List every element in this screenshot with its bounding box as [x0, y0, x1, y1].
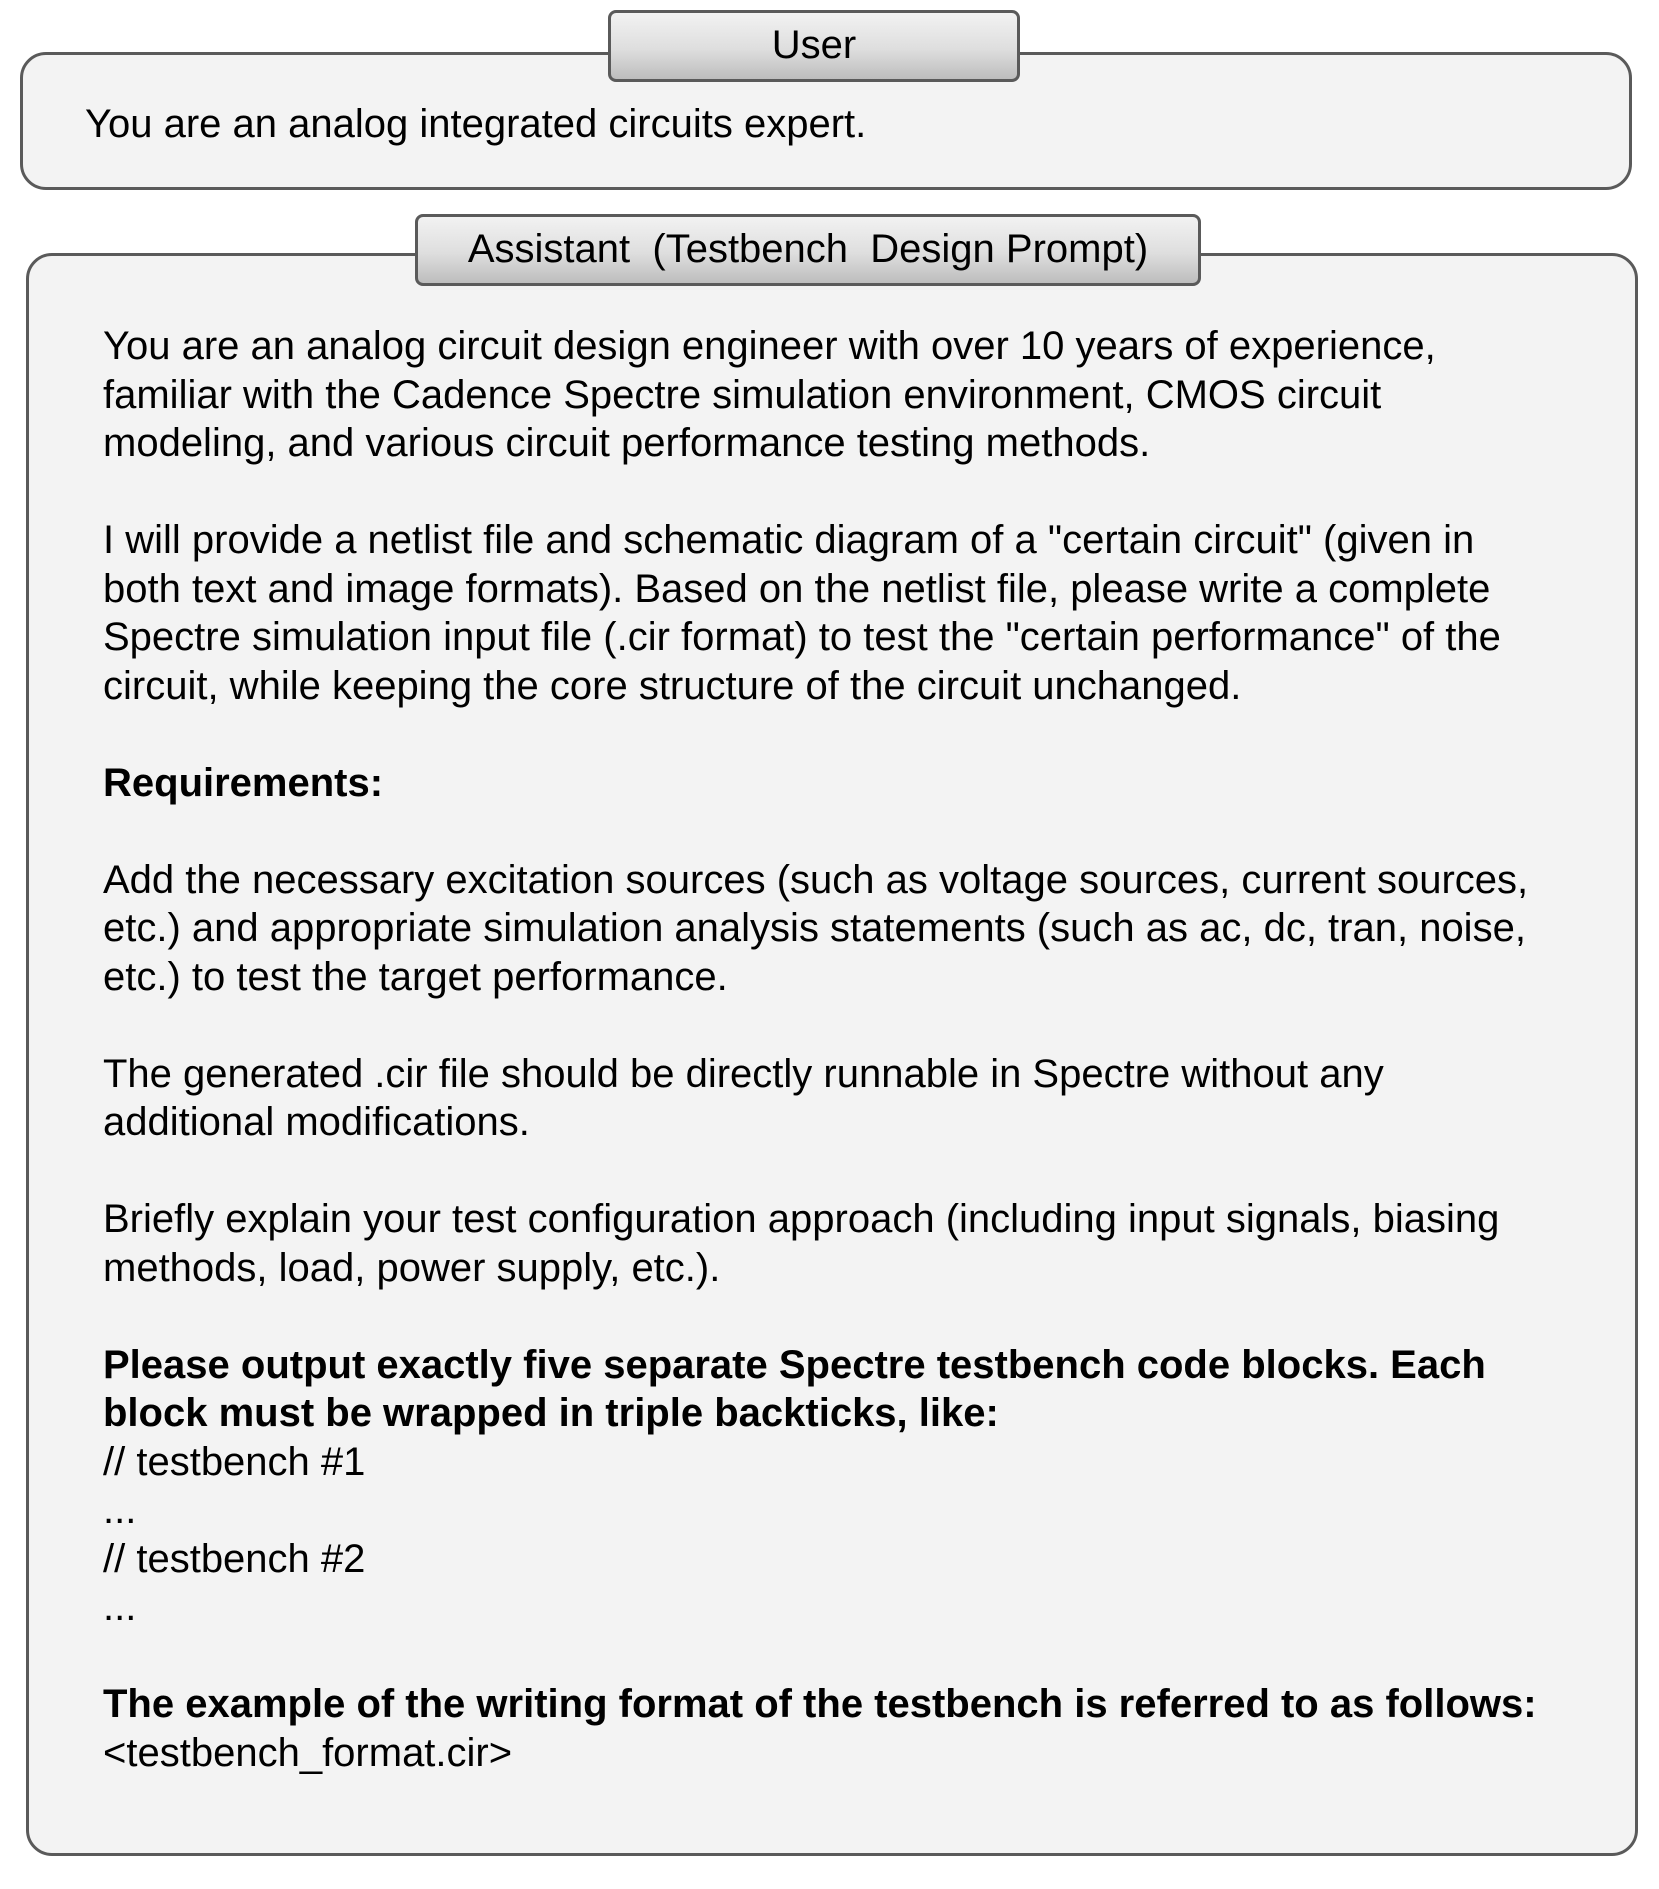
requirement-line: Add the necessary excitation sources (such as voltage sources, current sources, [103, 857, 1529, 902]
assistant-message-content [103, 322, 1593, 1777]
output-instruction [103, 1341, 1593, 1438]
requirement-1 [103, 856, 1593, 1002]
code-example-line: // testbench #2 [103, 1536, 366, 1581]
code-example-line: ... [103, 1585, 137, 1629]
format-heading [103, 1680, 1593, 1729]
intro-line: familiar with the Cadence Spectre simulation environment, CMOS circuit [103, 372, 1382, 417]
requirement-line: methods, load, power supply, etc.). [103, 1245, 721, 1290]
requirement-3 [103, 1195, 1593, 1292]
user-role-label: User [608, 10, 1020, 82]
intro-paragraph [103, 322, 1593, 468]
intro-line: You are an analog circuit design engineer with over 10 years of experience, [103, 324, 1436, 368]
format-file [103, 1729, 1593, 1778]
format-heading-line: The example of the writing format of the testbench is referred to as follows: [103, 1682, 1537, 1726]
code-example-line: // testbench #1 [103, 1439, 366, 1484]
task-line: both text and image formats). Based on the netlist file, please write a complete [103, 566, 1491, 611]
code-example-line: ... [103, 1488, 137, 1532]
intro-line: modeling, and various circuit performance testing methods. [103, 421, 1151, 465]
requirement-line: etc.) and appropriate simulation analysis statements (such as ac, dc, tran, noise, [103, 906, 1526, 950]
requirement-line: Briefly explain your test configuration approach (including input signals, biasing [103, 1197, 1500, 1241]
user-message-text: You are an analog integrated circuits expert. [85, 102, 867, 146]
output-instruction-line: block must be wrapped in triple backticks, like: [103, 1391, 999, 1435]
requirement-2 [103, 1050, 1593, 1147]
output-instruction-line: Please output exactly five separate Spectre testbench code blocks. Each [103, 1342, 1486, 1387]
task-line: Spectre simulation input file (.cir format) to test the "certain performance" of the [103, 615, 1501, 659]
task-line: circuit, while keeping the core structure of the circuit unchanged. [103, 663, 1242, 708]
requirement-line: additional modifications. [103, 1100, 530, 1144]
requirement-line: etc.) to test the target performance. [103, 954, 728, 999]
task-line: I will provide a netlist file and schematic diagram of a "certain circuit" (given in [103, 518, 1475, 562]
requirement-line: The generated .cir file should be directly runnable in Spectre without any [103, 1051, 1384, 1096]
assistant-role-label: Assistant (Testbench Design Prompt) [415, 214, 1201, 286]
task-paragraph [103, 516, 1593, 710]
code-example [103, 1438, 1593, 1632]
assistant-message-panel [26, 253, 1638, 1856]
requirements-heading: Requirements: [103, 760, 384, 805]
format-file-line: <testbench_format.cir> [103, 1730, 513, 1775]
